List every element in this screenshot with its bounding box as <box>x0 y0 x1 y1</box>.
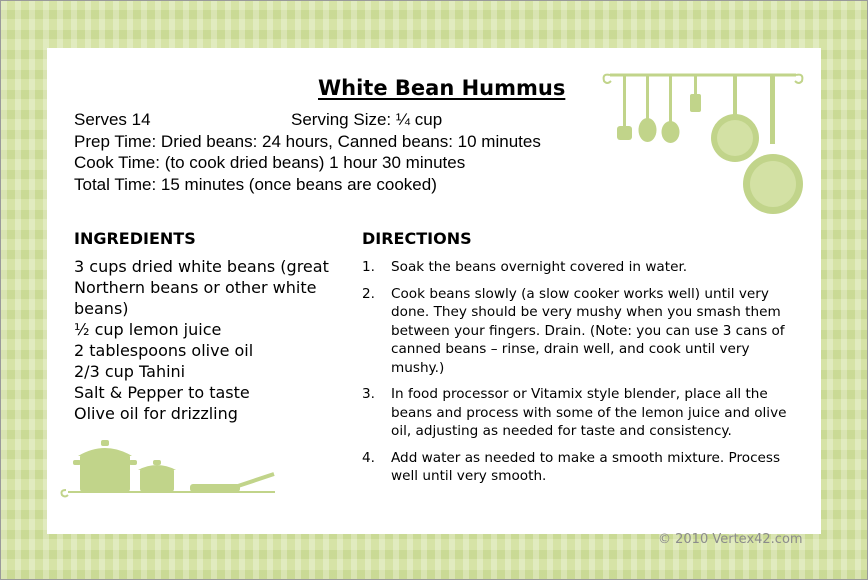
recipe-title: White Bean Hummus <box>318 76 566 100</box>
total-time-text: Total Time: 15 minutes (once beans are cooked) <box>74 175 437 194</box>
ingredient-item: Salt & Pepper to taste <box>74 383 250 402</box>
step-number: 3. <box>362 386 375 402</box>
serves-text: Serves 14 <box>74 110 151 129</box>
ingredient-item: Olive oil for drizzling <box>74 404 238 423</box>
step-text: Soak the beans overnight covered in water. <box>391 259 688 275</box>
kitchen-utensils-icon <box>598 64 808 224</box>
ingredient-item: 2/3 cup Tahini <box>74 362 186 381</box>
serving-size-text: Serving Size: ¼ cup <box>291 110 443 129</box>
step-text: Add water as needed to make a smooth mixture. Process well until very smooth. <box>391 449 781 484</box>
step-number: 2. <box>362 285 375 302</box>
direction-step <box>362 449 802 486</box>
ingredient-item: 2 tablespoons olive oil <box>74 341 254 360</box>
directions-list <box>362 258 802 494</box>
direction-step <box>362 258 802 277</box>
cooking-pots-icon <box>60 438 285 508</box>
ingredients-list <box>74 256 344 424</box>
prep-time-text: Prep Time: Dried beans: 24 hours, Canned beans: 10 minutes <box>74 132 541 151</box>
ingredient-item: 3 cups dried white beans (great Northern beans or other white beans) <box>74 257 329 318</box>
copyright-text: © 2010 Vertex42.com <box>658 532 803 547</box>
direction-step <box>362 385 802 441</box>
step-number: 1. <box>362 259 375 275</box>
step-text: Cook beans slowly (a slow cooker works well) until very done. They should be very mushy when you smash them between your fingers. Drain. (Note: you can use 3 cans of canned beans – rinse, drain well, and cook until very mushy.) <box>391 285 785 376</box>
direction-step <box>362 285 802 378</box>
directions-heading: DIRECTIONS <box>362 229 472 248</box>
step-number: 4. <box>362 449 375 466</box>
ingredient-item: ½ cup lemon juice <box>74 320 222 339</box>
cook-time-text: Cook Time: (to cook dried beans) 1 hour 30 minutes <box>74 153 466 172</box>
step-text: In food processor or Vitamix style blender, place all the beans and process with some of the lemon juice and olive oil, adjusting as needed for taste and consistency. <box>391 386 787 439</box>
ingredients-heading: INGREDIENTS <box>74 229 196 248</box>
